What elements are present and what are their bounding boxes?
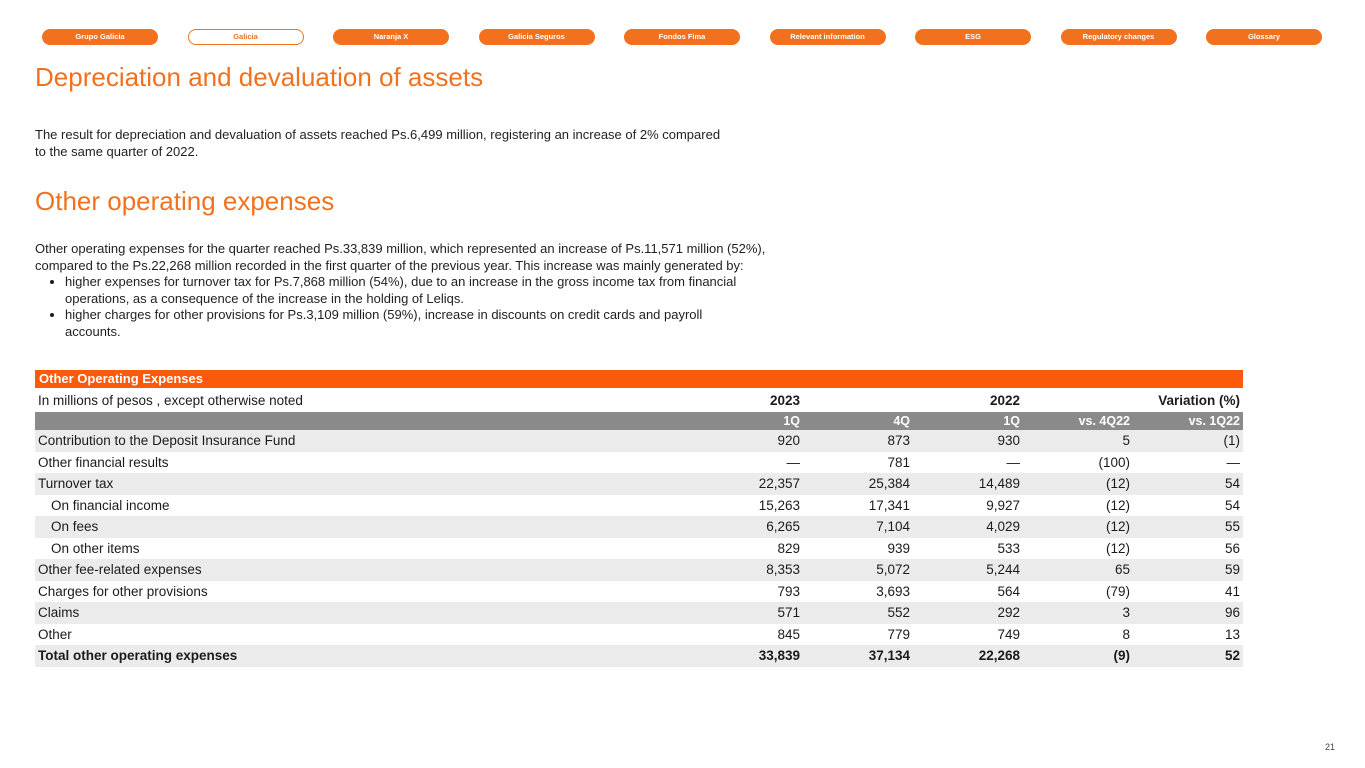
- depreciation-paragraph: The result for depreciation and devaluation of assets reached Ps.6,499 million, registering an increase of 2% compared to the same quarter of 2022.: [35, 127, 721, 159]
- row-value: 59: [1133, 559, 1243, 581]
- row-value: 564: [997, 583, 1020, 599]
- row-label: On financial income: [51, 497, 170, 513]
- row-label: Contribution to the Deposit Insurance Fund: [35, 430, 693, 452]
- section-title-depreciation: Depreciation and devaluation of assets: [35, 62, 484, 92]
- row-value: 920: [693, 430, 803, 452]
- table-row: [35, 645, 1243, 667]
- row-value: 5: [1023, 430, 1133, 452]
- quarter-header-1q-2023: 1Q: [693, 412, 803, 430]
- year-header-variation: Variation (%): [1133, 388, 1243, 412]
- year-header-2023: 2023: [693, 388, 803, 412]
- row-value: (79): [1105, 583, 1130, 599]
- table-row: [35, 602, 1243, 624]
- row-label: Other fee-related expenses: [35, 559, 693, 581]
- year-header-spacer: [1023, 388, 1133, 412]
- row-value: 14,489: [913, 473, 1023, 495]
- bullet-item: • higher charges for other provisions for Ps.3,109 million (59%), increase in discounts on credit cards and payroll accounts.: [65, 307, 743, 340]
- row-value: (12): [1023, 473, 1133, 495]
- nav-pill-relevant-information[interactable]: Relevant information: [770, 29, 886, 45]
- row-value: —: [1006, 454, 1020, 470]
- row-label: Turnover tax: [35, 473, 693, 495]
- row-value: 8,353: [693, 559, 803, 581]
- row-label: Other financial results: [38, 454, 169, 470]
- expenses-intro-paragraph: Other operating expenses for the quarter reached Ps.33,839 million, which represented an increase of Ps.11,571 million (52%), compared to the Ps.22,268 million recorded in the first quarter of the previous year. This increase was mainly generated by:: [35, 241, 766, 273]
- row-label: On other items: [51, 540, 140, 556]
- nav-pill-glossary[interactable]: Glossary: [1206, 29, 1322, 45]
- row-value: (12): [1105, 540, 1130, 556]
- row-label: Charges for other provisions: [38, 583, 208, 599]
- row-value: 3: [1023, 602, 1133, 624]
- quarter-header-vs-1q22: vs. 1Q22: [1133, 412, 1243, 430]
- bullet-item: • higher expenses for turnover tax for Ps.7,868 million (54%), due to an increase in the gross income tax from financial operations, as a consequence of the increase in the holding of Leliqs.: [65, 274, 743, 307]
- row-value: 22,268: [913, 645, 1023, 667]
- row-value: 3,693: [876, 583, 910, 599]
- table-year-header-row: [35, 388, 1243, 412]
- row-value: (9): [1023, 645, 1133, 667]
- table-title: Other Operating Expenses: [35, 370, 1243, 388]
- table-quarter-header-row: [35, 412, 1243, 430]
- row-value: (12): [1105, 497, 1130, 513]
- row-value: 845: [777, 626, 800, 642]
- row-value: 749: [997, 626, 1020, 642]
- row-value: 65: [1023, 559, 1133, 581]
- row-value: 96: [1133, 602, 1243, 624]
- year-header-2022: 2022: [913, 388, 1023, 412]
- expenses-table: [35, 388, 1243, 667]
- section-title-other-operating-expenses: Other operating expenses: [35, 186, 335, 216]
- other-operating-expenses-table: [35, 370, 1243, 667]
- row-value: 552: [803, 602, 913, 624]
- row-value: 779: [887, 626, 910, 642]
- expenses-bullet-list: [48, 274, 743, 340]
- row-value: 15,263: [758, 497, 800, 513]
- row-label: Other: [38, 626, 72, 642]
- row-label: On fees: [35, 516, 693, 538]
- row-value: 930: [913, 430, 1023, 452]
- row-value: 17,341: [868, 497, 910, 513]
- row-value: 13: [1224, 626, 1240, 642]
- page-number: 21: [1324, 742, 1335, 752]
- row-value: 54: [1224, 497, 1240, 513]
- row-label: Total other operating expenses: [35, 645, 693, 667]
- quarter-header-4q-2023: 4Q: [803, 412, 913, 430]
- nav-pill-galicia[interactable]: Galicia: [188, 29, 304, 45]
- row-value: 533: [997, 540, 1020, 556]
- quarter-header-spacer: [35, 412, 693, 430]
- row-value: 54: [1133, 473, 1243, 495]
- row-value: 7,104: [803, 516, 913, 538]
- nav-pill-fondos-fima[interactable]: Fondos Fima: [624, 29, 740, 45]
- quarter-header-1q-2022: 1Q: [913, 412, 1023, 430]
- nav-pill-esg[interactable]: ESG: [915, 29, 1031, 45]
- row-value: 292: [913, 602, 1023, 624]
- table-row: [35, 624, 1243, 646]
- row-value: 829: [777, 540, 800, 556]
- row-value: (12): [1023, 516, 1133, 538]
- table-row: [35, 452, 1243, 474]
- year-header-spacer: [803, 388, 913, 412]
- table-units-note: In millions of pesos , except otherwise noted: [35, 388, 693, 412]
- row-value: 22,357: [693, 473, 803, 495]
- row-label: Claims: [35, 602, 693, 624]
- top-navigation: [42, 29, 1322, 45]
- row-value: (1): [1133, 430, 1243, 452]
- row-value: —: [786, 454, 800, 470]
- nav-pill-regulatory-changes[interactable]: Regulatory changes: [1061, 29, 1177, 45]
- row-value: —: [1226, 454, 1240, 470]
- row-value: 873: [803, 430, 913, 452]
- row-value: 793: [777, 583, 800, 599]
- row-value: 55: [1133, 516, 1243, 538]
- row-value: 5,244: [913, 559, 1023, 581]
- table-row: [35, 538, 1243, 560]
- row-value: (100): [1098, 454, 1130, 470]
- table-row: [35, 473, 1243, 495]
- row-value: 4,029: [913, 516, 1023, 538]
- row-value: 781: [887, 454, 910, 470]
- row-value: 25,384: [803, 473, 913, 495]
- table-row: [35, 581, 1243, 603]
- nav-pill-grupo-galicia[interactable]: Grupo Galicia: [42, 29, 158, 45]
- table-row: [35, 516, 1243, 538]
- row-value: 56: [1224, 540, 1240, 556]
- row-value: 52: [1133, 645, 1243, 667]
- row-value: 37,134: [803, 645, 913, 667]
- row-value: 8: [1122, 626, 1130, 642]
- row-value: 939: [887, 540, 910, 556]
- row-value: 5,072: [803, 559, 913, 581]
- row-value: 571: [693, 602, 803, 624]
- table-row: [35, 559, 1243, 581]
- row-value: 6,265: [693, 516, 803, 538]
- table-row: [35, 430, 1243, 452]
- table-row: [35, 495, 1243, 517]
- nav-pill-galicia-seguros[interactable]: Galicia Seguros: [479, 29, 595, 45]
- quarter-header-vs-4q22: vs. 4Q22: [1023, 412, 1133, 430]
- row-value: 33,839: [693, 645, 803, 667]
- row-value: 9,927: [986, 497, 1020, 513]
- nav-pill-naranja-x[interactable]: Naranja X: [333, 29, 449, 45]
- row-value: 41: [1224, 583, 1240, 599]
- report-content: [35, 62, 1245, 667]
